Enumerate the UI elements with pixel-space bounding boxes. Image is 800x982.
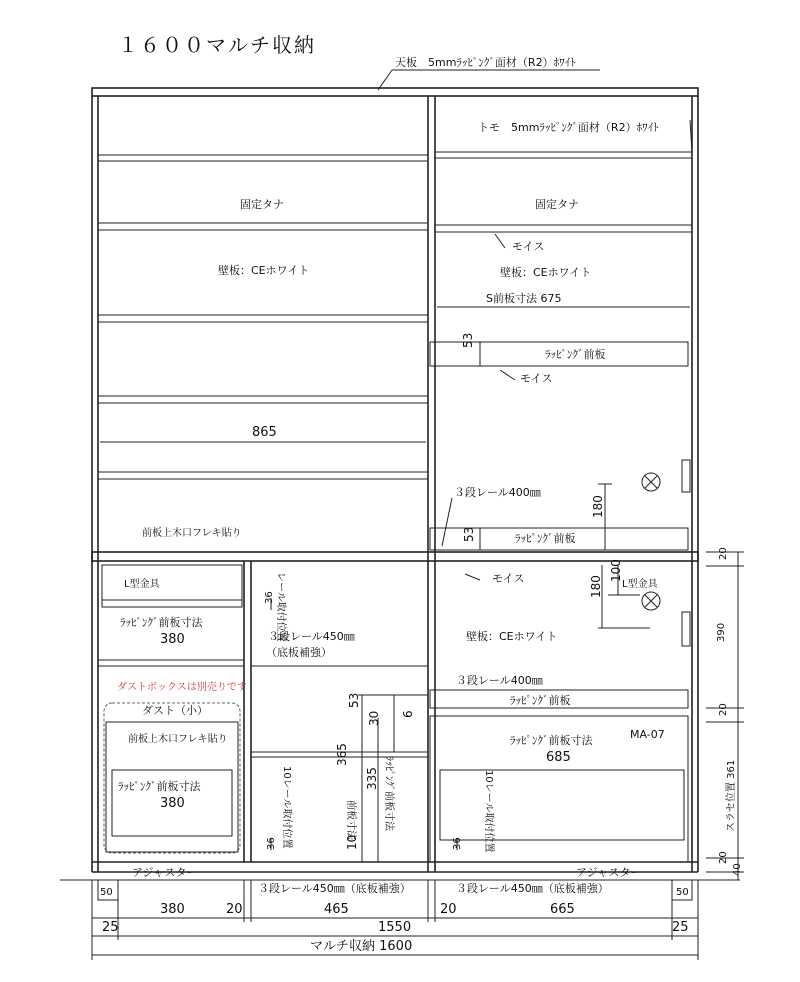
label-rail-400-top: ３段レール400㎜ <box>454 486 541 499</box>
label-dim-6: 6 <box>401 710 415 718</box>
bottom-dim-20-2: 20 <box>440 902 457 917</box>
bottom-dim-20-1: 20 <box>226 902 243 917</box>
label-dim-30: 30 <box>367 710 381 726</box>
label-l-kanagu-right: L型金具 <box>622 579 658 590</box>
side-dim-20a: 20 <box>718 547 729 560</box>
label-lapping-maeita-1: ﾗｯﾋﾟﾝｸﾞ前板 <box>545 348 606 361</box>
bottom-dim-380: 380 <box>160 902 185 917</box>
side-dim-40: 40 <box>732 863 743 876</box>
label-moisu-2: モイス <box>520 372 553 385</box>
label-dim-100: 100 <box>609 559 623 582</box>
label-dust-box: ダスト（小） <box>142 704 208 717</box>
side-dim-390: 390 <box>716 622 727 642</box>
label-ajuster-right: アジャスター <box>576 866 642 879</box>
label-moisu-1: モイス <box>512 240 545 253</box>
label-dim-36-1: 36 <box>264 591 275 604</box>
label-ajuster-left: アジャスター <box>132 866 198 879</box>
bottom-dimension-labels <box>100 887 689 954</box>
label-lapping-maeita-2: ﾗｯﾋﾟﾝｸﾞ前板 <box>515 532 576 545</box>
bottom-dim-50-right: 50 <box>676 887 689 898</box>
side-dim-20b: 20 <box>718 703 729 716</box>
bottom-dim-total: マルチ収納 1600 <box>310 939 413 954</box>
label-rail-pos-2: 10レール取付位置 <box>281 766 292 849</box>
bottom-dim-25-left: 25 <box>102 920 119 935</box>
label-dim-180-top: 180 <box>591 495 605 518</box>
label-teiban-hokyo-mid: （底板補強） <box>266 646 332 659</box>
label-dim-180-mid: 180 <box>589 575 603 598</box>
label-tomo: トモ 5mmﾗｯﾋﾟﾝｸﾞ面材（R2）ﾎﾜｲﾄ <box>478 121 659 134</box>
label-maeita-kuchi-1: 前板上木口フレキ貼り <box>142 528 242 539</box>
label-rail-pos-3: 10レール取付位置 <box>483 770 494 853</box>
label-dim-380-2: 380 <box>160 796 185 811</box>
label-lapping-sunpo-2: ﾗｯﾋﾟﾝｸﾞ前板寸法 <box>118 780 201 793</box>
side-dimension-labels <box>716 547 743 876</box>
drawing-title: １６００マルチ収納 <box>118 33 316 57</box>
label-rail-450-right: ３段レール450㎜（底板補強） <box>456 882 609 895</box>
label-hekiban-left-top: 壁板：CEホワイト <box>218 264 310 277</box>
label-lapping-maeita-sunpo-v: ﾗｯﾋﾟﾝｸﾞ前板寸法 <box>383 756 394 831</box>
label-s-maeita: S前板寸法 675 <box>486 292 562 305</box>
label-lapping-sunpo-3: ﾗｯﾋﾟﾝｸﾞ前板寸法 <box>510 734 593 747</box>
label-dim-865: 865 <box>252 425 277 440</box>
label-rail-400-mid: ３段レール400㎜ <box>456 674 543 687</box>
label-maeita-sunpo-v: 前板寸法 <box>345 800 356 840</box>
label-hekiban-right-top: 壁板：CEホワイト <box>500 266 592 279</box>
label-maeita-kuchi-2: 前板上木口フレキ貼り <box>128 734 228 745</box>
bottom-dim-465: 465 <box>324 902 349 917</box>
label-lapping-maeita-3: ﾗｯﾋﾟﾝｸﾞ前板 <box>510 694 571 707</box>
label-tenban: 天板 5mmﾗｯﾋﾟﾝｸﾞ面材（R2）ﾎﾜｲﾄ <box>395 56 576 69</box>
label-dim-36-3: 36 <box>452 837 463 850</box>
label-dim-380-1: 380 <box>160 632 185 647</box>
label-dust-note: ダストボックスは別売りです <box>117 682 247 693</box>
label-lapping-sunpo-1: ﾗｯﾋﾟﾝｸﾞ前板寸法 <box>120 616 203 629</box>
label-ma07: MA-07 <box>630 728 665 741</box>
bottom-dim-25-right: 25 <box>672 920 689 935</box>
label-dim-53-top: 53 <box>461 332 475 348</box>
annotation-labels <box>117 55 665 895</box>
label-hekiban-right-bottom: 壁板：CEホワイト <box>466 630 558 643</box>
side-dim-361: スラセ位置 361 <box>726 759 737 832</box>
label-dim-685: 685 <box>546 750 571 765</box>
label-moisu-3: モイス <box>492 572 525 585</box>
label-l-kanagu-left: L型金具 <box>124 579 160 590</box>
label-rail-450-left: ３段レール450㎜（底板補強） <box>258 882 411 895</box>
bottom-dim-665: 665 <box>550 902 575 917</box>
label-dim-10: 10 <box>345 834 359 850</box>
label-rail-450-mid: ３段レール450㎜ <box>268 630 355 643</box>
bottom-dim-50-left: 50 <box>100 887 113 898</box>
label-rail-pos-1: レール取付位置 <box>275 572 286 642</box>
label-dim-365: 365 <box>335 743 349 766</box>
label-kotei-right: 固定タナ <box>535 198 579 211</box>
cabinet-outline <box>60 88 740 880</box>
label-kotei-left: 固定タナ <box>240 198 284 211</box>
side-dim-20c: 20 <box>718 851 729 864</box>
label-dim-53-mid: 53 <box>462 526 476 542</box>
label-dim-335: 335 <box>365 767 379 790</box>
label-dim-53-v: 53 <box>347 692 361 708</box>
label-dim-36-2: 36 <box>266 837 277 850</box>
bottom-dim-1550: 1550 <box>378 920 412 935</box>
